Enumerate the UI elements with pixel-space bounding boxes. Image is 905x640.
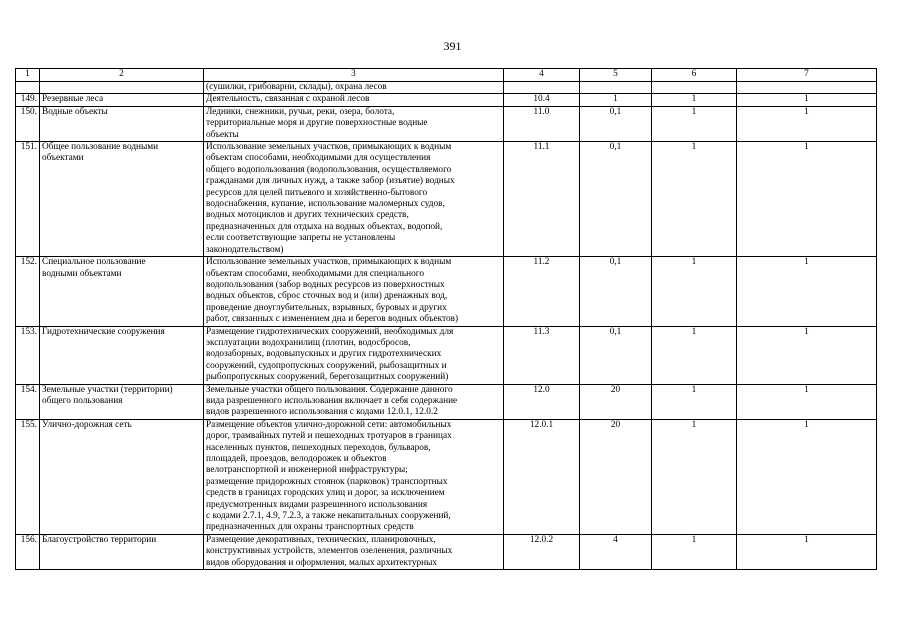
code-cell: 11.2 — [504, 257, 580, 326]
name-cell: Резервные леса — [40, 94, 204, 106]
description-cell: Использование земельных участков, примыкающих к водным объектам способами, необходимыми для осуществления общего водопользования (водопользования, осуществляемого гражданами для личных нужд, а также забор (изъятие) водных ресурсов для целей питьевого и хозяйственно-бытового водоснабжения, купание, использование маломерных судов, водных мотоциклов и других технических средств, предназначенных для отдыха на водных объектах, водопой, если соответствующие запреты не установлены законодательством) — [204, 142, 504, 257]
header-cell: 1 — [16, 69, 40, 82]
table-row — [16, 326, 877, 384]
code-cell: 12.0 — [504, 384, 580, 419]
description-cell: Использование земельных участков, примыкающих к водным объектам способами, необходимыми для специального водопользования (забор водных ресурсов из поверхностных водных объектов, сброс сточных вод и (или) дренажных вод, проведение дноуглубительных, взрывных, буровых и других работ, связанных с изменением дна и берегов водных объектов) — [204, 257, 504, 326]
table-cell — [40, 82, 204, 94]
row-number-cell: 151. — [16, 142, 40, 257]
table-row — [16, 257, 877, 326]
row-number-cell: 150. — [16, 106, 40, 141]
table-row — [16, 534, 877, 569]
value-cell-6: 1 — [652, 257, 737, 326]
value-cell-6: 1 — [652, 419, 737, 534]
code-cell: 11.3 — [504, 326, 580, 384]
table-body — [16, 69, 877, 570]
code-cell: 12.0.1 — [504, 419, 580, 534]
value-cell-7: 1 — [737, 106, 877, 141]
header-cell: 2 — [40, 69, 204, 82]
header-cell: 7 — [737, 69, 877, 82]
header-cell: 5 — [580, 69, 652, 82]
description-cell: Деятельность, связанная с охраной лесов — [204, 94, 504, 106]
table-row — [16, 142, 877, 257]
header-cell: 4 — [504, 69, 580, 82]
continuation-row — [16, 82, 877, 94]
name-cell: Гидротехнические сооружения — [40, 326, 204, 384]
description-cell: Земельные участки общего пользования. Содержание данного вида разрешенного использования включает в себя содержание видов разрешенного использования с кодами 12.0.1, 12.0.2 — [204, 384, 504, 419]
row-number-cell: 149. — [16, 94, 40, 106]
name-cell: Общее пользование водными объектами — [40, 142, 204, 257]
table-cell — [16, 82, 40, 94]
description-cell: Размещение декоративных, технических, планировочных, конструктивных устройств, элементов озеленения, различных видов оборудования и оформления, малых архитектурных — [204, 534, 504, 569]
description-cell: Размещение объектов улично-дорожной сети: автомобильных дорог, трамвайных путей и пешеходных тротуаров в границах населенных пунктов, пешеходных переходов, бульваров, площадей, проездов, велодорожек и объектов велотранспортной и инженерной инфраструктуры; размещение придорожных стоянок (парковок) транспортных средств в границах городских улиц и дорог, за исключением предусмотренных видами разрешенного использования с кодами 2.7.1, 4.9, 7.2.3, а также некапитальных сооружений, предназначенных для охраны транспортных средств — [204, 419, 504, 534]
table-row — [16, 94, 877, 106]
row-number-cell: 155. — [16, 419, 40, 534]
value-cell-5: 0,1 — [580, 106, 652, 141]
value-cell-6: 1 — [652, 326, 737, 384]
name-cell: Специальное пользование водными объектами — [40, 257, 204, 326]
value-cell-7: 1 — [737, 419, 877, 534]
code-cell: 12.0.2 — [504, 534, 580, 569]
row-number-cell: 153. — [16, 326, 40, 384]
code-cell: 10.4 — [504, 94, 580, 106]
value-cell-5: 0,1 — [580, 257, 652, 326]
value-cell-6: 1 — [652, 94, 737, 106]
table-cell — [504, 82, 580, 94]
row-number-cell: 156. — [16, 534, 40, 569]
table-row — [16, 419, 877, 534]
value-cell-5: 20 — [580, 419, 652, 534]
page-number: 391 — [443, 39, 462, 53]
table-cell — [580, 82, 652, 94]
header-cell: 3 — [204, 69, 504, 82]
value-cell-7: 1 — [737, 384, 877, 419]
name-cell: Земельные участки (территории) общего пользования — [40, 384, 204, 419]
header-row — [16, 69, 877, 82]
value-cell-7: 1 — [737, 94, 877, 106]
name-cell: Улично-дорожная сеть — [40, 419, 204, 534]
description-cell: Ледники, снежники, ручьи, реки, озера, болота, территориальные моря и другие поверхностные водные объекты — [204, 106, 504, 141]
code-cell: 11.1 — [504, 142, 580, 257]
value-cell-7: 1 — [737, 257, 877, 326]
value-cell-5: 0,1 — [580, 142, 652, 257]
row-number-cell: 152. — [16, 257, 40, 326]
name-cell: Благоустройство территории — [40, 534, 204, 569]
description-cell: Размещение гидротехнических сооружений, необходимых для эксплуатации водохранилищ (плотин, водосбросов, водозаборных, водовыпускных и других гидротехнических сооружений, судопропускных сооружений, рыбозащитных и рыбопропускных сооружений, берегозащитных сооружений) — [204, 326, 504, 384]
description-cell: (сушилки, грибоварни, склады), охрана лесов — [204, 82, 504, 94]
value-cell-6: 1 — [652, 384, 737, 419]
value-cell-5: 0,1 — [580, 326, 652, 384]
table-cell — [737, 82, 877, 94]
code-cell: 11.0 — [504, 106, 580, 141]
header-cell: 6 — [652, 69, 737, 82]
table-cell — [652, 82, 737, 94]
table-row — [16, 106, 877, 141]
value-cell-7: 1 — [737, 534, 877, 569]
value-cell-7: 1 — [737, 326, 877, 384]
value-cell-5: 20 — [580, 384, 652, 419]
value-cell-6: 1 — [652, 534, 737, 569]
table-row — [16, 384, 877, 419]
name-cell: Водные объекты — [40, 106, 204, 141]
value-cell-6: 1 — [652, 106, 737, 141]
row-number-cell: 154. — [16, 384, 40, 419]
value-cell-5: 4 — [580, 534, 652, 569]
value-cell-6: 1 — [652, 142, 737, 257]
land-use-table — [15, 68, 877, 570]
value-cell-5: 1 — [580, 94, 652, 106]
value-cell-7: 1 — [737, 142, 877, 257]
